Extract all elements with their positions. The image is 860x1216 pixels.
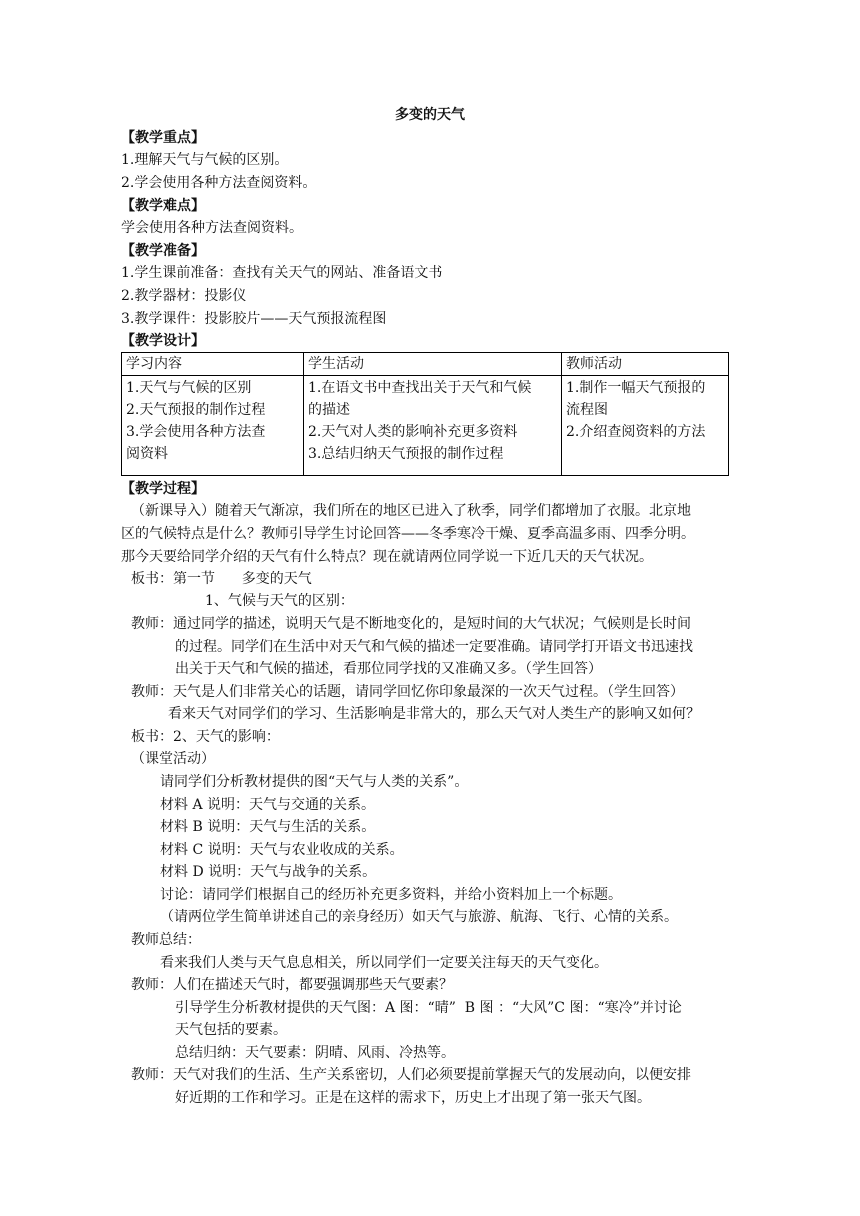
preparation-line: 2.教学器材：投影仪 bbox=[121, 288, 247, 304]
document-title: 多变的天气 bbox=[395, 107, 465, 123]
table-cell-teacher bbox=[562, 376, 729, 476]
process-line: 出关于天气和气候的描述，看那位同学找的又准确又多。（学生回答） bbox=[175, 661, 602, 677]
process-line: 天气包括的要素。 bbox=[175, 1022, 287, 1038]
key-point-line: 1.理解天气与气候的区别。 bbox=[121, 152, 289, 168]
process-line: 总结归纳：天气要素：阴晴、风雨、冷热等。 bbox=[175, 1045, 455, 1061]
process-line: 材料 A 说明：天气与交通的关系。 bbox=[160, 797, 376, 813]
cell-line: 2.介绍查阅资料的方法 bbox=[566, 424, 706, 440]
preparation-heading: 【教学准备】 bbox=[121, 243, 205, 259]
design-heading: 【教学设计】 bbox=[121, 333, 205, 349]
process-line: 看来天气对同学们的学习、生活影响是非常大的，那么天气对人类生产的影响又如何？ bbox=[168, 706, 700, 722]
process-line: 材料 D 说明：天气与战争的关系。 bbox=[160, 864, 377, 880]
process-line: 教师：天气对我们的生活、生产关系密切，人们必须要提前掌握天气的发展动向，以便安排 bbox=[131, 1067, 691, 1083]
key-points-heading: 【教学重点】 bbox=[121, 130, 205, 146]
process-line: 区的气候特点是什么？教师引导学生讨论回答——冬季寒冷干燥、夏季高温多雨、四季分明。 bbox=[121, 526, 695, 542]
process-line: 教师总结： bbox=[131, 932, 201, 948]
process-line: 1、气候与天气的区别： bbox=[205, 593, 354, 609]
table-row bbox=[122, 376, 729, 476]
cell-line: 流程图 bbox=[566, 402, 608, 418]
process-heading: 【教学过程】 bbox=[121, 481, 205, 497]
process-line: 板书：2、天气的影响： bbox=[131, 729, 280, 745]
difficulty-line: 学会使用各种方法查阅资料。 bbox=[121, 220, 303, 236]
table-header-row bbox=[122, 353, 729, 376]
process-line: 教师：天气是人们非常关心的话题，请同学回忆你印象最深的一次天气过程。（学生回答） bbox=[131, 684, 684, 700]
design-table bbox=[121, 352, 729, 476]
process-line: 教师：通过同学的描述，说明天气是不断地变化的，是短时间的大气状况；气候则是长时间 bbox=[131, 616, 691, 632]
table-header-cell: 学习内容 bbox=[122, 353, 304, 376]
table-cell-student bbox=[304, 376, 562, 476]
cell-line: 2.天气对人类的影响补充更多资料 bbox=[308, 424, 518, 440]
preparation-line: 3.教学课件：投影胶片——天气预报流程图 bbox=[121, 311, 387, 327]
process-line: （课堂活动） bbox=[131, 751, 215, 767]
process-line: 好近期的工作和学习。正是在这样的需求下，历史上才出现了第一张天气图。 bbox=[175, 1090, 651, 1106]
table-cell-content bbox=[122, 376, 304, 476]
process-line: （请两位学生简单讲述自己的亲身经历）如天气与旅游、航海、飞行、心情的关系。 bbox=[160, 909, 678, 925]
process-line: 看来我们人类与天气息息相关，所以同学们一定要关注每天的天气变化。 bbox=[160, 955, 608, 971]
table-header-cell: 学生活动 bbox=[304, 353, 562, 376]
process-line: 材料 B 说明：天气与生活的关系。 bbox=[160, 819, 376, 835]
cell-line: 阅资料 bbox=[126, 446, 168, 462]
process-line: 板书：第一节 多变的天气 bbox=[131, 571, 312, 587]
process-line: 教师：人们在描述天气时，都要强调那些天气要素？ bbox=[131, 977, 453, 993]
process-line: 引导学生分析教材提供的天气图：A 图：“晴” B 图 ：“大风”C 图：“寒冷”并讨论 bbox=[175, 1000, 682, 1016]
preparation-line: 1.学生课前准备：查找有关天气的网站、准备语文书 bbox=[121, 265, 443, 281]
table-header-cell: 教师活动 bbox=[562, 353, 729, 376]
cell-line: 3.学会使用各种方法查 bbox=[126, 424, 266, 440]
cell-line: 的描述 bbox=[308, 402, 350, 418]
cell-line: 3.总结归纳天气预报的制作过程 bbox=[308, 446, 504, 462]
difficulty-heading: 【教学难点】 bbox=[121, 198, 205, 214]
cell-line: 1.天气与气候的区别 bbox=[126, 380, 252, 396]
process-line: 请同学们分析教材提供的图“天气与人类的关系”。 bbox=[160, 774, 469, 790]
process-line: 那今天要给同学介绍的天气有什么特点？现在就请两位同学说一下近几天的天气状况。 bbox=[121, 549, 653, 565]
process-line: （新课导入）随着天气渐凉，我们所在的地区已进入了秋季，同学们都增加了衣服。北京地 bbox=[131, 503, 691, 519]
process-line: 的过程。同学们在生活中对天气和气候的描述一定要准确。请同学打开语文书迅速找 bbox=[175, 639, 693, 655]
cell-line: 1.在语文书中查找出关于天气和气候 bbox=[308, 380, 532, 396]
process-line: 材料 C 说明：天气与农业收成的关系。 bbox=[160, 842, 404, 858]
cell-line: 2.天气预报的制作过程 bbox=[126, 402, 266, 418]
cell-line: 1.制作一幅天气预报的 bbox=[566, 380, 706, 396]
key-point-line: 2.学会使用各种方法查阅资料。 bbox=[121, 175, 317, 191]
process-line: 讨论：请同学们根据自己的经历补充更多资料，并给小资料加上一个标题。 bbox=[160, 887, 622, 903]
